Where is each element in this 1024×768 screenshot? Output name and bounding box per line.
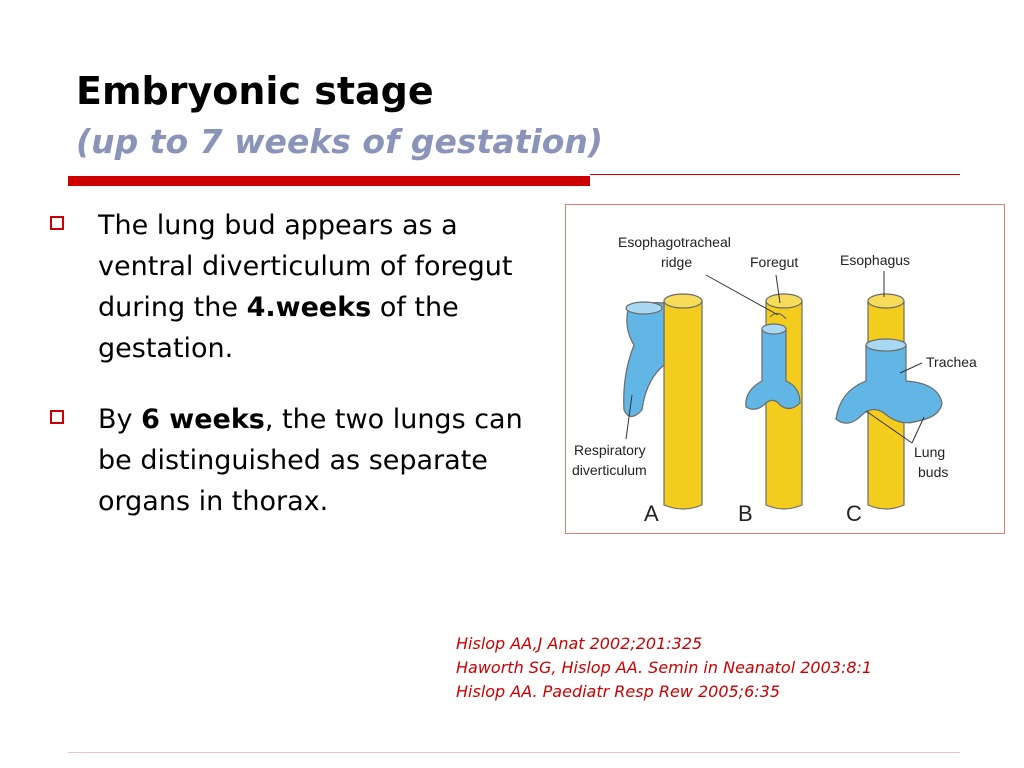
panel-b-trachea-opening: [762, 324, 786, 334]
panel-a-foregut-opening: [664, 294, 702, 308]
bullet-item: [50, 399, 530, 522]
panel-b-foregut-opening: [766, 294, 802, 308]
panel-c-trachea-opening: [866, 339, 906, 351]
label-panel-c: C: [846, 501, 862, 526]
bullet-square-icon: [50, 216, 64, 230]
bullet-square-icon: [50, 410, 64, 424]
bullet-item: [50, 205, 530, 369]
panel-c-esophagus-opening: [868, 294, 904, 308]
bullet-text-pre: The lung bud appears as a ventral diverticulum of foregut during the: [98, 210, 513, 323]
references: [456, 632, 872, 704]
bullet-text-bold: 4.weeks: [246, 292, 372, 323]
slide-title: Embryonic stage: [76, 69, 434, 113]
title-divider-thin: [590, 174, 960, 175]
reference-line: Haworth SG, Hislop AA. Semin in Neanatol 2003:8:1: [456, 658, 873, 677]
label-buds: buds: [918, 464, 949, 480]
label-panel-b: B: [738, 501, 753, 526]
title-divider-thick: [68, 176, 590, 186]
lung-development-diagram: [566, 205, 1003, 532]
bullet-text-pre: By: [98, 404, 142, 435]
panel-a-bud-opening: [626, 302, 662, 314]
label-panel-a: A: [644, 501, 659, 526]
bullet-text-post: of the gestation.: [98, 292, 459, 364]
bullet-text-bold: 6 weeks: [141, 404, 265, 435]
label-trachea: Trachea: [926, 354, 977, 370]
bullet-text-post: , the two lungs can be distinguished as separate organs in thorax.: [98, 404, 523, 517]
lung-development-figure: [565, 204, 1005, 534]
panel-a-respiratory-diverticulum: [624, 303, 664, 417]
label-ridge: ridge: [661, 254, 693, 270]
leader-line-ridge: [706, 275, 778, 315]
label-foregut: Foregut: [750, 254, 799, 270]
panel-b-drawing: [746, 294, 802, 509]
reference-line: Hislop AA,J Anat 2002;201:325: [456, 634, 703, 653]
label-lung: Lung: [914, 444, 946, 460]
label-respiratory: Respiratory: [574, 442, 646, 458]
panel-a-foregut: [664, 301, 702, 509]
label-diverticulum: diverticulum: [572, 462, 647, 478]
reference-line: Hislop AA. Paediatr Resp Rew 2005;6:35: [456, 682, 780, 701]
label-esophagus: Esophagus: [840, 252, 911, 268]
footer-divider: [68, 752, 960, 753]
label-esophagotracheal: Esophagotracheal: [618, 234, 731, 250]
bullet-list: [50, 205, 530, 552]
slide-subtitle: (up to 7 weeks of gestation): [76, 122, 603, 161]
